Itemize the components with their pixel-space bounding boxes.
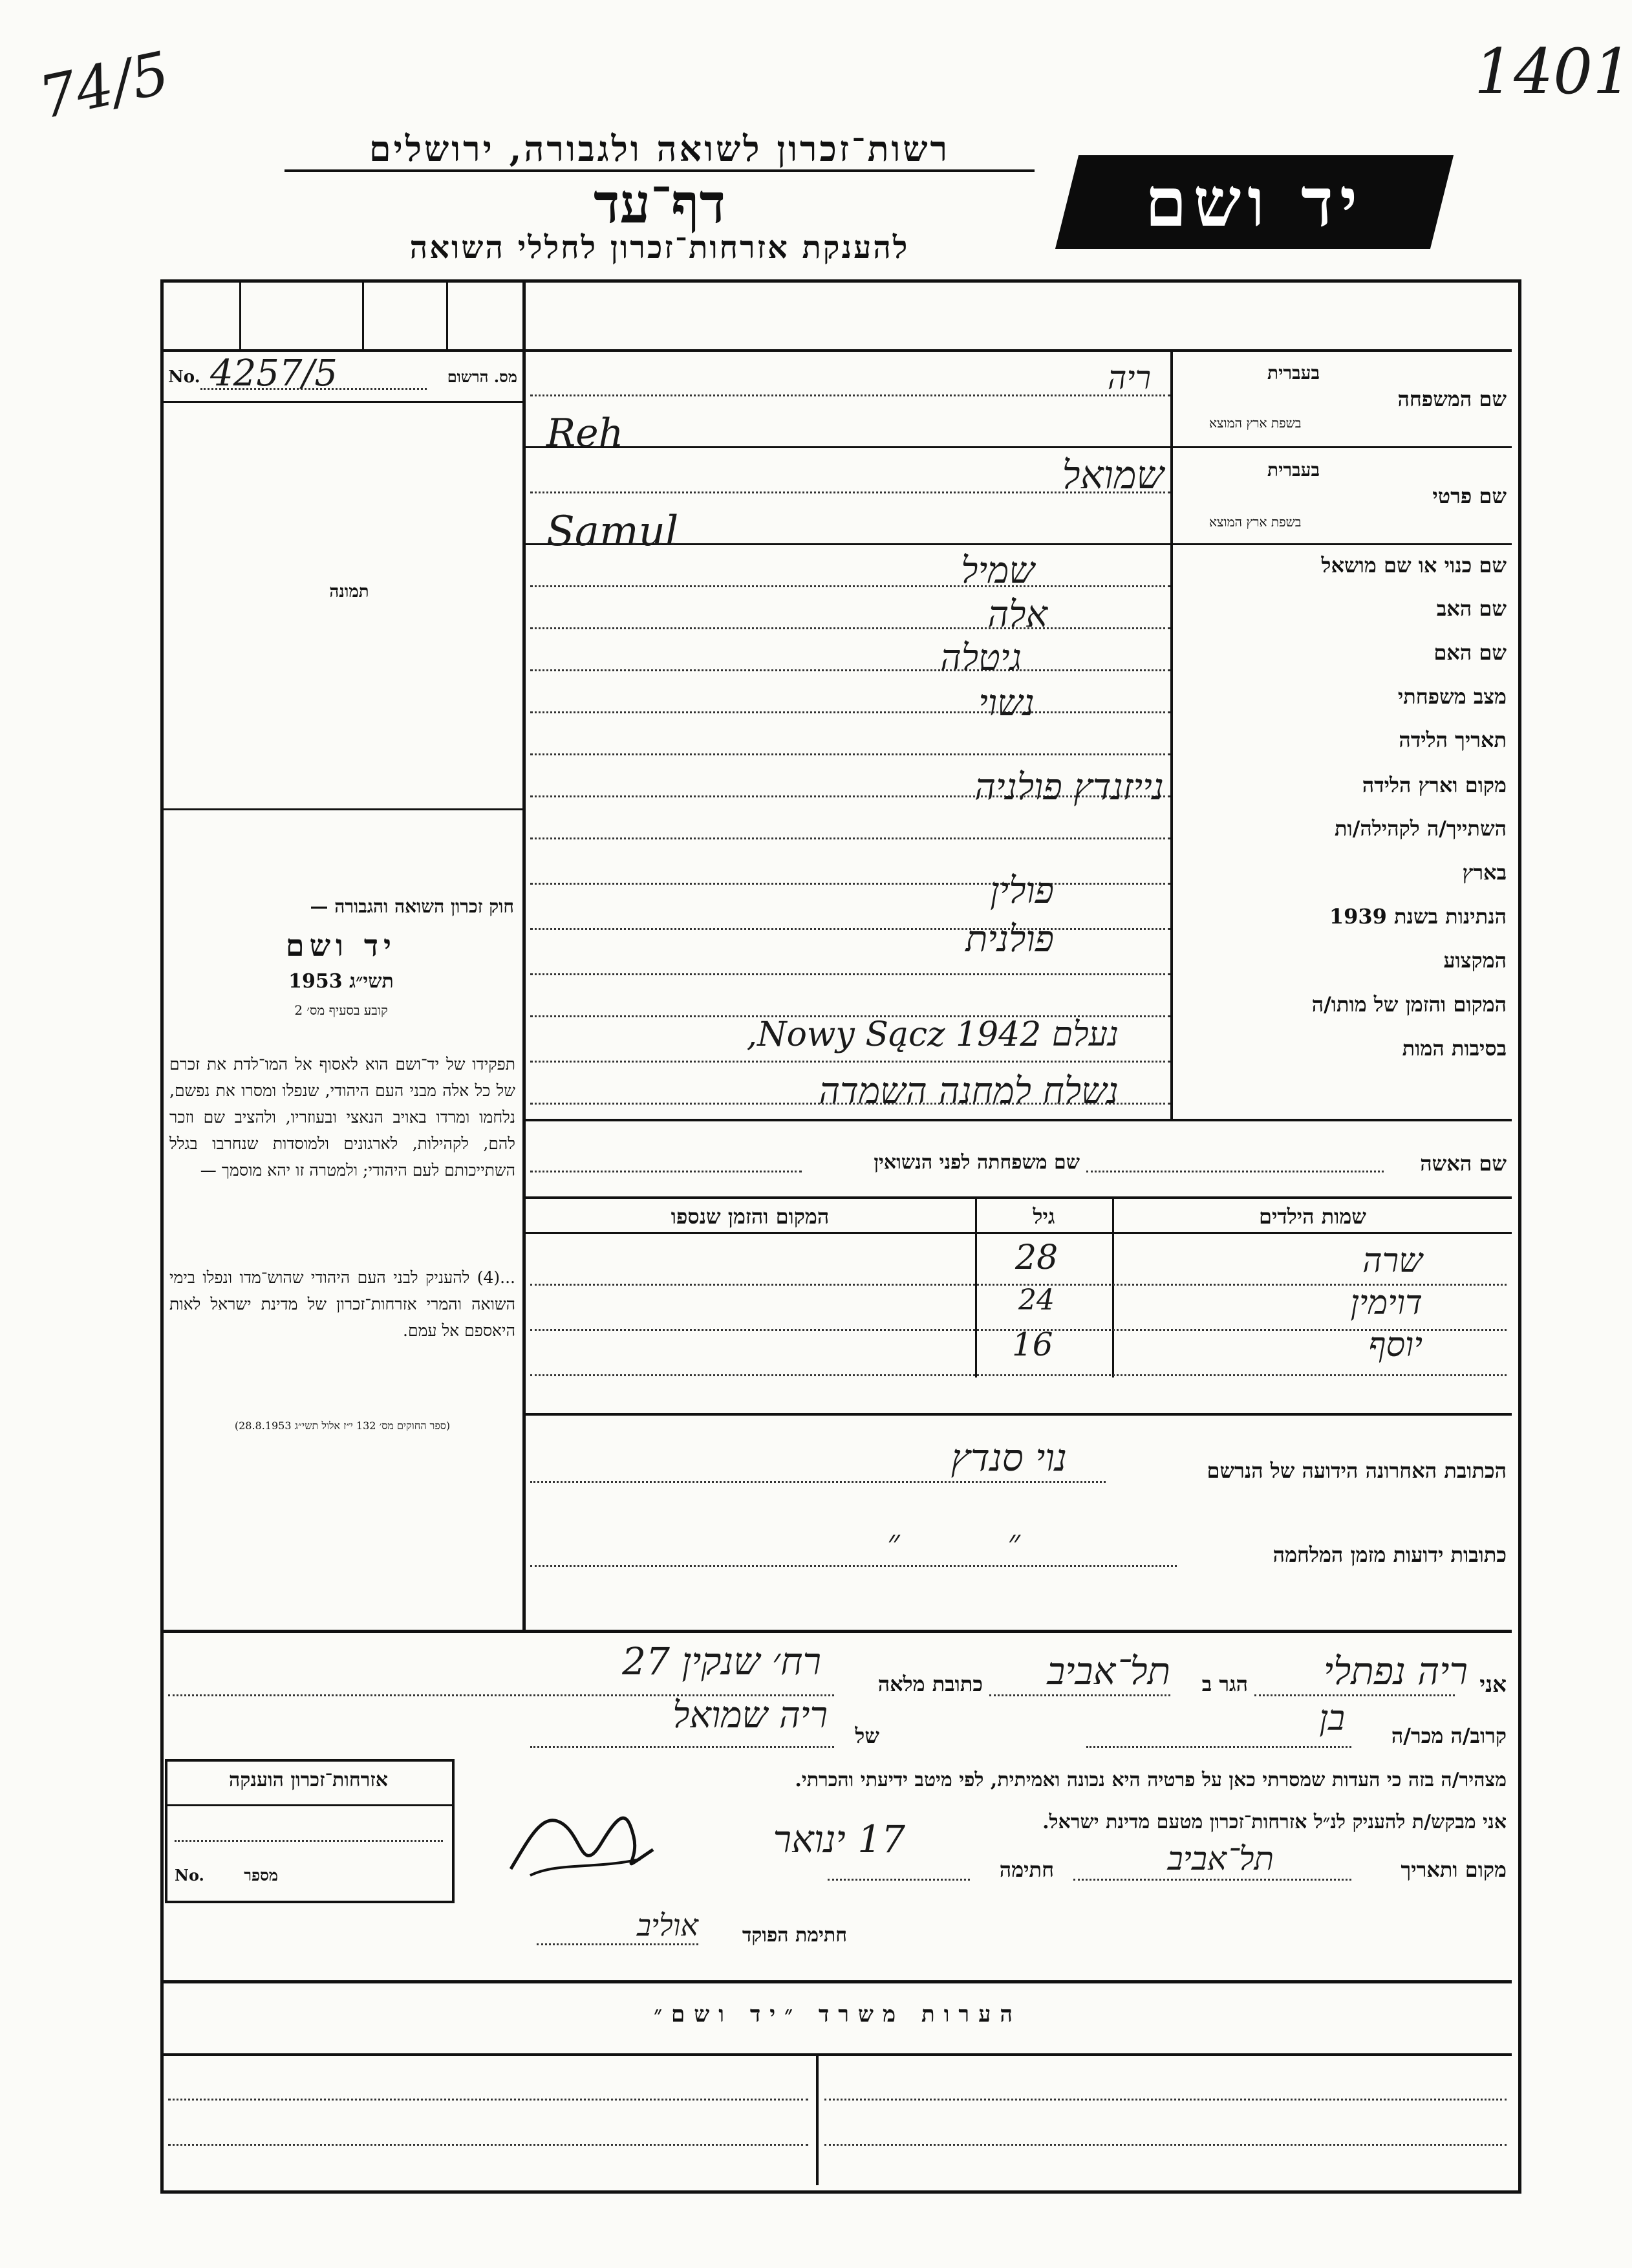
place-date-value: תל־אביב [1167,1840,1274,1877]
nickname-label: שם כנוי או שם מושאל [1321,553,1507,578]
family-name-sub-local: בשפת ארץ המוצא [1209,415,1302,431]
first-name-label: שם פרטי [1432,484,1507,508]
citizenship-box-title: אזרחות־זכרון הוענקה [228,1769,389,1791]
photo-label: תמונה [329,582,369,601]
law-reference: (ספר החוקים מס׳ 132 י״ז אלול תשי״ג 28.8.1953) [234,1420,451,1432]
family-name-hebrew: ריה [1108,359,1151,396]
signature-label: חתימה [999,1857,1054,1882]
marital-value: גיטלה [940,637,1022,679]
last-address-value: נוי סנדץ [950,1436,1067,1480]
death-place-value: נעלם 1942 Nowy Sącz, [746,1015,1119,1054]
death-place-label: המקום והזמן של מותו/ה [1311,992,1507,1017]
law-paragraph-1: תפקידו של יד־ושם הוא לאסוף אל המו־לדת את זכרם של כל אלה מבני העם היהודי, שנפלו ומסרו את נפשם, נלחמו ומרדו באויב הנאצי ובעוזריו, ולהציב שם וזכר להם, לקהילות, לארגונים ולמוסדות שנחרבו בגלל השתייכותם לעם היהודי; ולמטרה זו יהא מוסמך — [169,1055,515,1180]
family-name-sub-hebrew: בעברית [1267,362,1320,383]
last-address-label: הכתובת האחרונה הידועה של הנרשם [1207,1458,1507,1483]
relative-value: בן [1319,1698,1345,1738]
form-title: דף־עד [593,171,725,235]
father-value: שמיל [961,550,1035,592]
war-address-value: ״ ״ [886,1523,1021,1562]
label-column-divider [1170,352,1173,1121]
profession-label: המקצוע [1443,948,1507,973]
nationality-value: פולין [990,870,1054,912]
mother-value: אלה [987,594,1047,636]
country-label: בארץ [1462,860,1507,885]
profession-value: פולנית [965,918,1054,960]
nationality-label: הנתינות בשנת 1939 [1329,904,1507,929]
corner-right-number: 1401 [1474,36,1632,108]
table-row: דוימין [1350,1284,1423,1323]
wife-maiden-label: שם משפחתה לפני הנשואין [874,1151,1080,1174]
authority-line: רשות־זכרון לשואה ולגבורה, ירושלים [285,128,1035,172]
death-circ-label: בסיבות המות [1402,1036,1507,1061]
corner-left-mark: 74/5 [33,39,175,133]
birth-date-value: נשוי [978,682,1035,724]
mother-label: שם האם [1433,640,1507,665]
law-paragraph-2: ...(4) להעניק לבני העם היהודי שהוש־מדו ונפלו בימי השואה והמרי אזרחות־זכרון של מדינת ישראל לאות היאספם אל עמם. [169,1268,515,1340]
first-name-local: Samul [546,508,679,556]
full-address-label: כתובת מלאה [877,1672,983,1696]
registration-label: מס. הרשום [447,367,517,386]
declarant-name: ריה נפתלי [1323,1649,1468,1693]
registration-number: 4257/5 [210,352,338,394]
relative-label: קרוב/ה מכר/ה [1391,1723,1507,1748]
full-address-value: רח׳ שנקין 27 [622,1639,821,1683]
remarks-title: הערות משרד ״יד ושם״ [654,2002,1022,2027]
citizenship-number-label: מספר [244,1866,278,1885]
officer-signature-label: חתימת הפוקד [742,1924,847,1947]
place-date-label: מקום ותאריך [1401,1857,1507,1882]
citizenship-no-label: No. [175,1866,204,1885]
request-text: אני מבקש/ת להעניק לנ״ל אזרחות־זכרון מטעם מדינת ישראל. [1042,1811,1507,1833]
marital-label: מצב משפחתי [1397,684,1507,709]
registration-no-label: No. [168,367,200,387]
death-circ-value: נשלח למחנה השמדה [819,1070,1119,1112]
declaration-text: מצהיר/ה בזה כי העדות שמסרתי כאן על פרטיה היא נכונה ואמיתית, לפי מיטב ידיעתי והכרתי. [795,1769,1507,1791]
law-clause: קובע בסעיף מס׳ 2 [294,1002,388,1018]
declarant-i-label: אני [1479,1672,1507,1698]
resides-value: תל־אביב [1047,1649,1170,1693]
table-row: שרה [1362,1242,1423,1280]
community-value: נייזנדץ פולניה [974,766,1164,808]
table-row: 28 [1015,1238,1058,1277]
children-col-names: שמות הילדים [1259,1204,1366,1229]
law-name: יד ושם [285,928,397,963]
children-col-age: גיל [1033,1204,1055,1229]
table-row: 16 [1012,1326,1053,1363]
of-label: של [855,1723,879,1748]
community-label: השתייך/ה לקהילה/ות [1335,816,1507,841]
declarant-signature [504,1798,660,1895]
first-name-sub-hebrew: בעברית [1267,459,1320,481]
first-name-sub-local: בשפת ארץ המוצא [1209,514,1302,530]
left-column-divider [522,283,526,1630]
form-subtitle: להענקת אזרחות־זכרון לחללי השואה [409,230,910,266]
header-strip-line [164,349,1512,352]
family-name-local: Reh [546,411,624,456]
logo-text: יד ושם [1144,162,1364,242]
yad-vashem-logo [1055,155,1454,249]
war-address-label: כתובות ידועות מזמן המלחמה [1272,1542,1507,1567]
family-name-label: שם המשפחה [1397,387,1507,411]
birth-date-label: תאריך הלידה [1399,728,1507,752]
first-name-hebrew: שמואל [1062,453,1164,498]
birth-place-label: מקום וארץ הלידה [1362,773,1507,797]
law-year: תשי״ג 1953 [288,970,394,993]
father-label: שם האב [1436,596,1507,621]
of-value: ריה שמואל [672,1694,828,1736]
table-row: יוסף [1368,1326,1423,1365]
resides-label: הגר ב [1201,1672,1248,1696]
children-col-place: המקום והזמן שנספו [671,1204,830,1229]
wife-label: שם האשה [1420,1151,1507,1176]
law-heading: חוק זכרון השואה והגבורה — [310,896,514,917]
date-value: 17 ינואר [773,1817,905,1861]
table-row: 24 [1018,1284,1055,1317]
officer-signature-value: אוליב [636,1908,698,1943]
